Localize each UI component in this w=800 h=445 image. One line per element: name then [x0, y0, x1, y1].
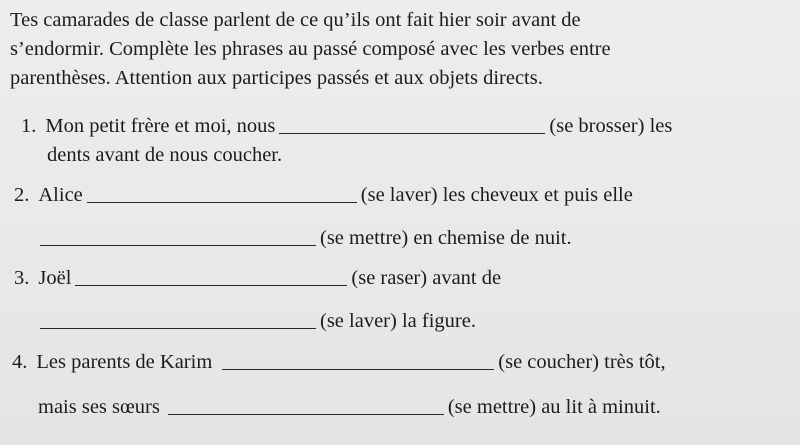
item-text: (se mettre) en chemise de nuit. — [320, 227, 572, 249]
item-text: (se mettre) au lit à minuit. — [447, 396, 661, 418]
item-4-line-2 — [38, 393, 661, 421]
item-number: 3. — [14, 267, 30, 289]
item-text: Les parents de Karim — [36, 351, 213, 373]
instructions-line-1: Tes camarades de classe parlent de ce qu’ils ont fait hier soir avant de — [10, 9, 581, 31]
item-4-line-1 — [12, 348, 666, 376]
item-text: (se brosser) les — [549, 115, 673, 137]
answer-blank[interactable] — [40, 310, 316, 329]
item-text: Alice — [38, 184, 83, 206]
item-number: 2. — [14, 184, 30, 206]
answer-blank[interactable] — [75, 267, 347, 286]
item-number: 1. — [21, 115, 37, 137]
item-3-line-1 — [14, 264, 501, 292]
item-text: (se laver) la figure. — [320, 310, 476, 332]
answer-blank[interactable] — [222, 351, 494, 370]
answer-blank[interactable] — [279, 115, 545, 134]
item-2-line-1 — [14, 181, 633, 209]
item-text: dents avant de nous coucher. — [47, 144, 283, 166]
item-1-line-1 — [21, 112, 672, 140]
instructions-line-3: parenthèses. Attention aux participes passés et aux objets directs. — [10, 67, 543, 89]
instructions-paragraph — [10, 6, 790, 93]
answer-blank[interactable] — [87, 184, 357, 203]
item-3-line-2 — [40, 307, 476, 335]
item-1-line-2 — [47, 141, 282, 169]
instructions-line-2: s’endormir. Complète les phrases au passé composé avec les verbes entre — [10, 38, 611, 60]
answer-blank[interactable] — [168, 396, 444, 415]
item-2-line-2 — [40, 224, 572, 252]
item-text: (se raser) avant de — [351, 267, 502, 289]
item-number: 4. — [12, 351, 28, 373]
item-text: (se coucher) très tôt, — [498, 351, 666, 373]
answer-blank[interactable] — [40, 227, 316, 246]
item-text: Joël — [38, 267, 72, 289]
item-text: mais ses sœurs — [38, 396, 160, 418]
item-text: (se laver) les cheveux et puis elle — [360, 184, 633, 206]
item-text: Mon petit frère et moi, nous — [45, 115, 276, 137]
